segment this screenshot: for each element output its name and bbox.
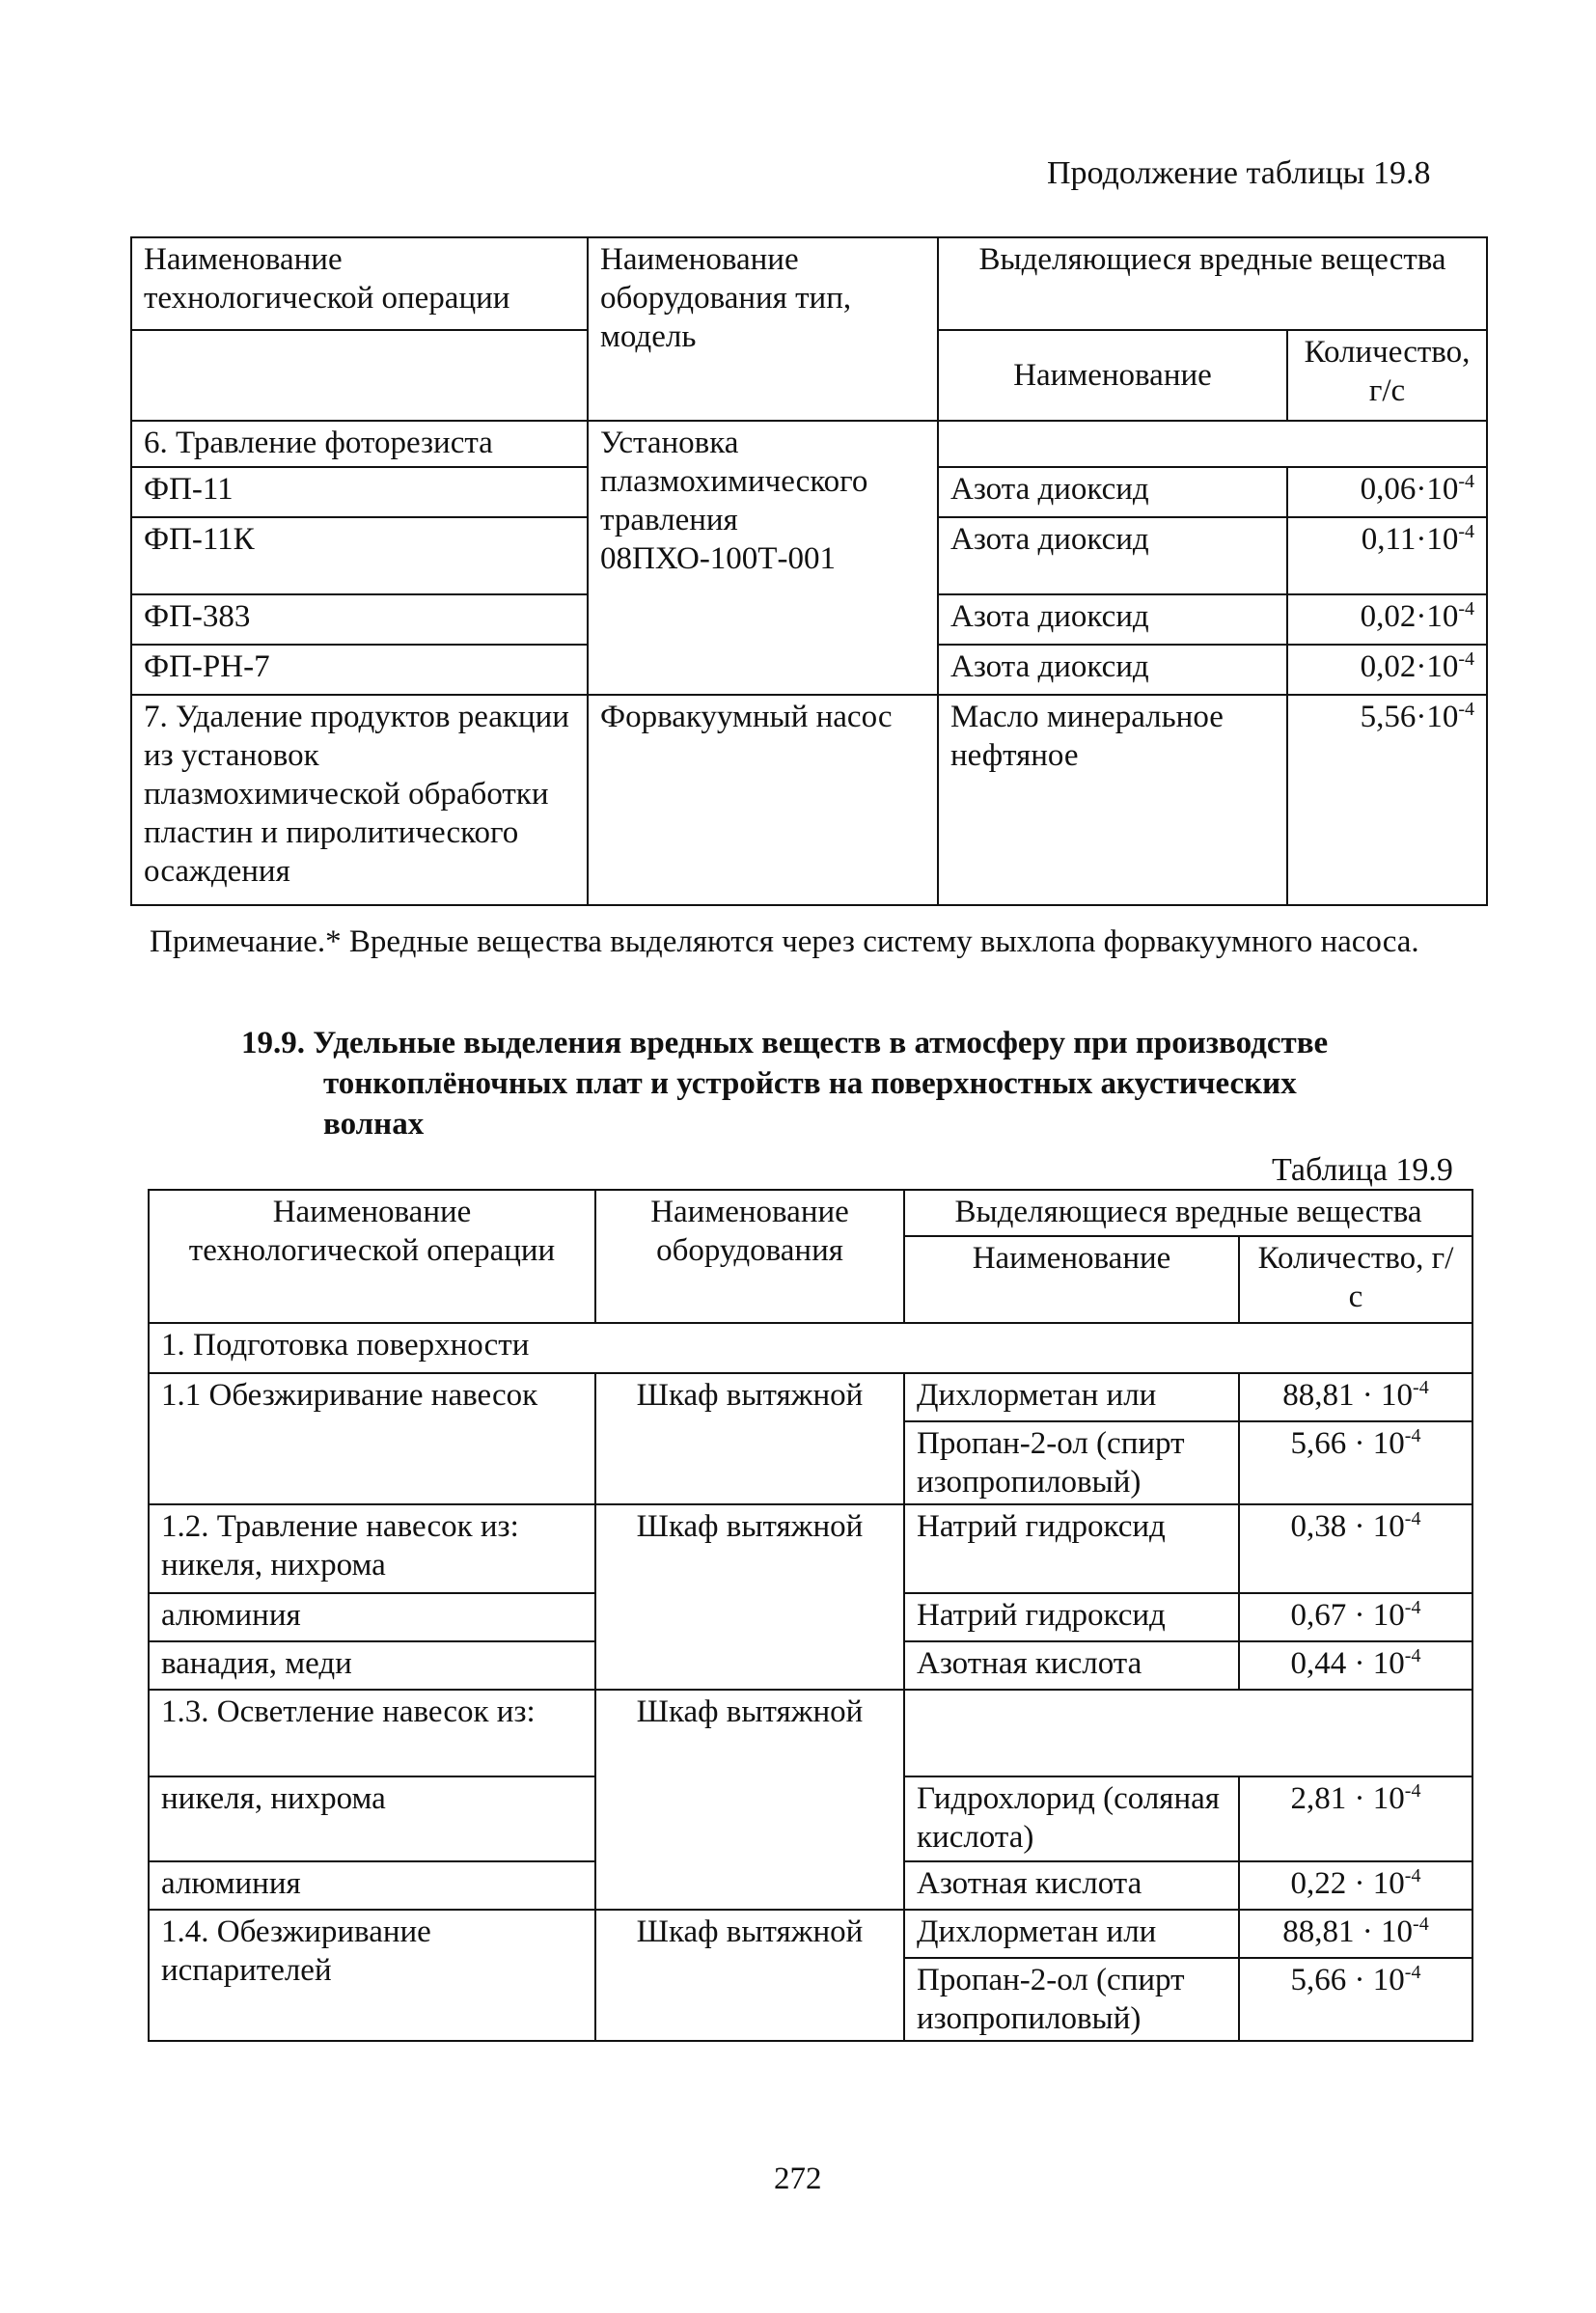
row-substance: Азота диоксид (938, 467, 1287, 517)
r13-substance3: Азотная кислота (904, 1861, 1239, 1910)
table-caption: Таблица 19.9 (1272, 1152, 1453, 1188)
row-quantity: $0,02\cdot 10^{-4}$ (1287, 594, 1487, 645)
section6-operation: 6. Травление фоторезиста (131, 421, 588, 467)
table-row (149, 1910, 1472, 1958)
row-quantity: $0,06\cdot 10^{-4}$ (1287, 467, 1487, 517)
table-row (149, 1690, 1472, 1776)
r13-operation2: никеля, нихрома (149, 1776, 595, 1861)
section-title-line3: волнах (323, 1107, 425, 1142)
section-number: 19.9. (241, 1026, 305, 1060)
table-note: Примечание.* Вредные вещества выделяются через систему выхлопа форвакуумного насоса. (150, 924, 1419, 959)
section6-equipment-cont (588, 594, 938, 695)
r13-quantity3: $0,22 \cdot 10^{-4}$ (1239, 1861, 1472, 1910)
row-substance: Азота диоксид (938, 594, 1287, 645)
r14-substance1: Дихлорметан или (904, 1910, 1239, 1958)
r11-operation: 1.1 Обезжиривание навесок (149, 1373, 595, 1504)
r14-quantity2: $5,66 \cdot 10^{-4}$ (1239, 1958, 1472, 2041)
section-title-line2: тонкоплёночных плат и устройств на поверхностных акустических (323, 1066, 1297, 1101)
r12-quantity2: $0,67 \cdot 10^{-4}$ (1239, 1593, 1472, 1641)
r13-empty (904, 1690, 1472, 1776)
r13-operation3: алюминия (149, 1861, 595, 1910)
r14-equipment: Шкаф вытяжной (595, 1910, 904, 2041)
r13-quantity2: $2,81 \cdot 10^{-4}$ (1239, 1776, 1472, 1861)
row-quantity: $0,02\cdot 10^{-4}$ (1287, 645, 1487, 695)
header-quantity: Количество, г/с (1287, 330, 1487, 421)
row-operation: ФП-383 (131, 594, 588, 645)
table-row (131, 695, 1487, 905)
r12-substance1: Натрий гидроксид (904, 1504, 1239, 1593)
r12-operation2: алюминия (149, 1593, 595, 1641)
header-empty (131, 330, 588, 421)
r14-operation: 1.4. Обезжиривание испарителей (149, 1910, 595, 2041)
table-row (149, 1504, 1472, 1593)
header-equipment: Наименование оборудования тип, модель (588, 237, 938, 421)
table-19-9 (148, 1189, 1473, 2042)
r13-operation: 1.3. Осветление навесок из: (149, 1690, 595, 1776)
r11-quantity1: $88,81 \cdot 10^{-4}$ (1239, 1373, 1472, 1421)
r13-equipment: Шкаф вытяжной (595, 1690, 904, 1910)
section6-equipment: Установка плазмохимического травления 08ПХО-100Т-001 (588, 421, 938, 594)
header-equipment: Наименование оборудования (595, 1190, 904, 1323)
header-operation: Наименование технологической операции (131, 237, 588, 330)
r12-substance3: Азотная кислота (904, 1641, 1239, 1690)
header-substances: Выделяющиеся вредные вещества (938, 237, 1487, 330)
r12-operation: 1.2. Травление навесок из: никеля, нихрома (149, 1504, 595, 1593)
section6-empty (938, 421, 1487, 467)
header-substances: Выделяющиеся вредные вещества (904, 1190, 1472, 1236)
header-quantity: Количество, г/с (1239, 1236, 1472, 1323)
section-title-line1: Удельные выделения вредных веществ в атмосферу при производстве (313, 1026, 1329, 1060)
r12-equipment: Шкаф вытяжной (595, 1504, 904, 1690)
r14-quantity1: $88,81 \cdot 10^{-4}$ (1239, 1910, 1472, 1958)
row-operation: ФП-РН-7 (131, 645, 588, 695)
r12-substance2: Натрий гидроксид (904, 1593, 1239, 1641)
r11-substance1: Дихлорметан или (904, 1373, 1239, 1421)
section1-title: 1. Подготовка поверхности (149, 1323, 1472, 1373)
row-operation: ФП-11 (131, 467, 588, 517)
r11-quantity2: $5,66 \cdot 10^{-4}$ (1239, 1421, 1472, 1504)
section7-quantity: $5,56\cdot 10^{-4}$ (1287, 695, 1487, 905)
continuation-caption: Продолжение таблицы 19.8 (1047, 155, 1431, 191)
table-19-8 (130, 236, 1488, 906)
r12-operation3: ванадия, меди (149, 1641, 595, 1690)
header-name: Наименование (938, 330, 1287, 421)
r12-quantity1: $0,38 \cdot 10^{-4}$ (1239, 1504, 1472, 1593)
section-heading (241, 1023, 1496, 1144)
r11-equipment: Шкаф вытяжной (595, 1373, 904, 1504)
row-substance: Азота диоксид (938, 645, 1287, 695)
r11-substance2: Пропан-2-ол (спирт изопропиловый) (904, 1421, 1239, 1504)
row-operation: ФП-11К (131, 517, 588, 594)
table-row (131, 594, 1487, 645)
table-row (149, 1373, 1472, 1421)
section7-equipment: Форвакуумный насос (588, 695, 938, 905)
page-number: 272 (774, 2162, 822, 2196)
header-name: Наименование (904, 1236, 1239, 1323)
r13-substance2: Гидрохлорид (соляная кислота) (904, 1776, 1239, 1861)
header-operation: Наименование технологической операции (149, 1190, 595, 1323)
r12-quantity3: $0,44 \cdot 10^{-4}$ (1239, 1641, 1472, 1690)
section7-substance: Масло минеральное нефтяное (938, 695, 1287, 905)
r14-substance2: Пропан-2-ол (спирт изопропиловый) (904, 1958, 1239, 2041)
row-quantity: $0,11\cdot 10^{-4}$ (1287, 517, 1487, 594)
section7-operation: 7. Удаление продуктов реакции из установок плазмохимической обработки пластин и пиролитического осаждения (131, 695, 588, 905)
row-substance: Азота диоксид (938, 517, 1287, 594)
